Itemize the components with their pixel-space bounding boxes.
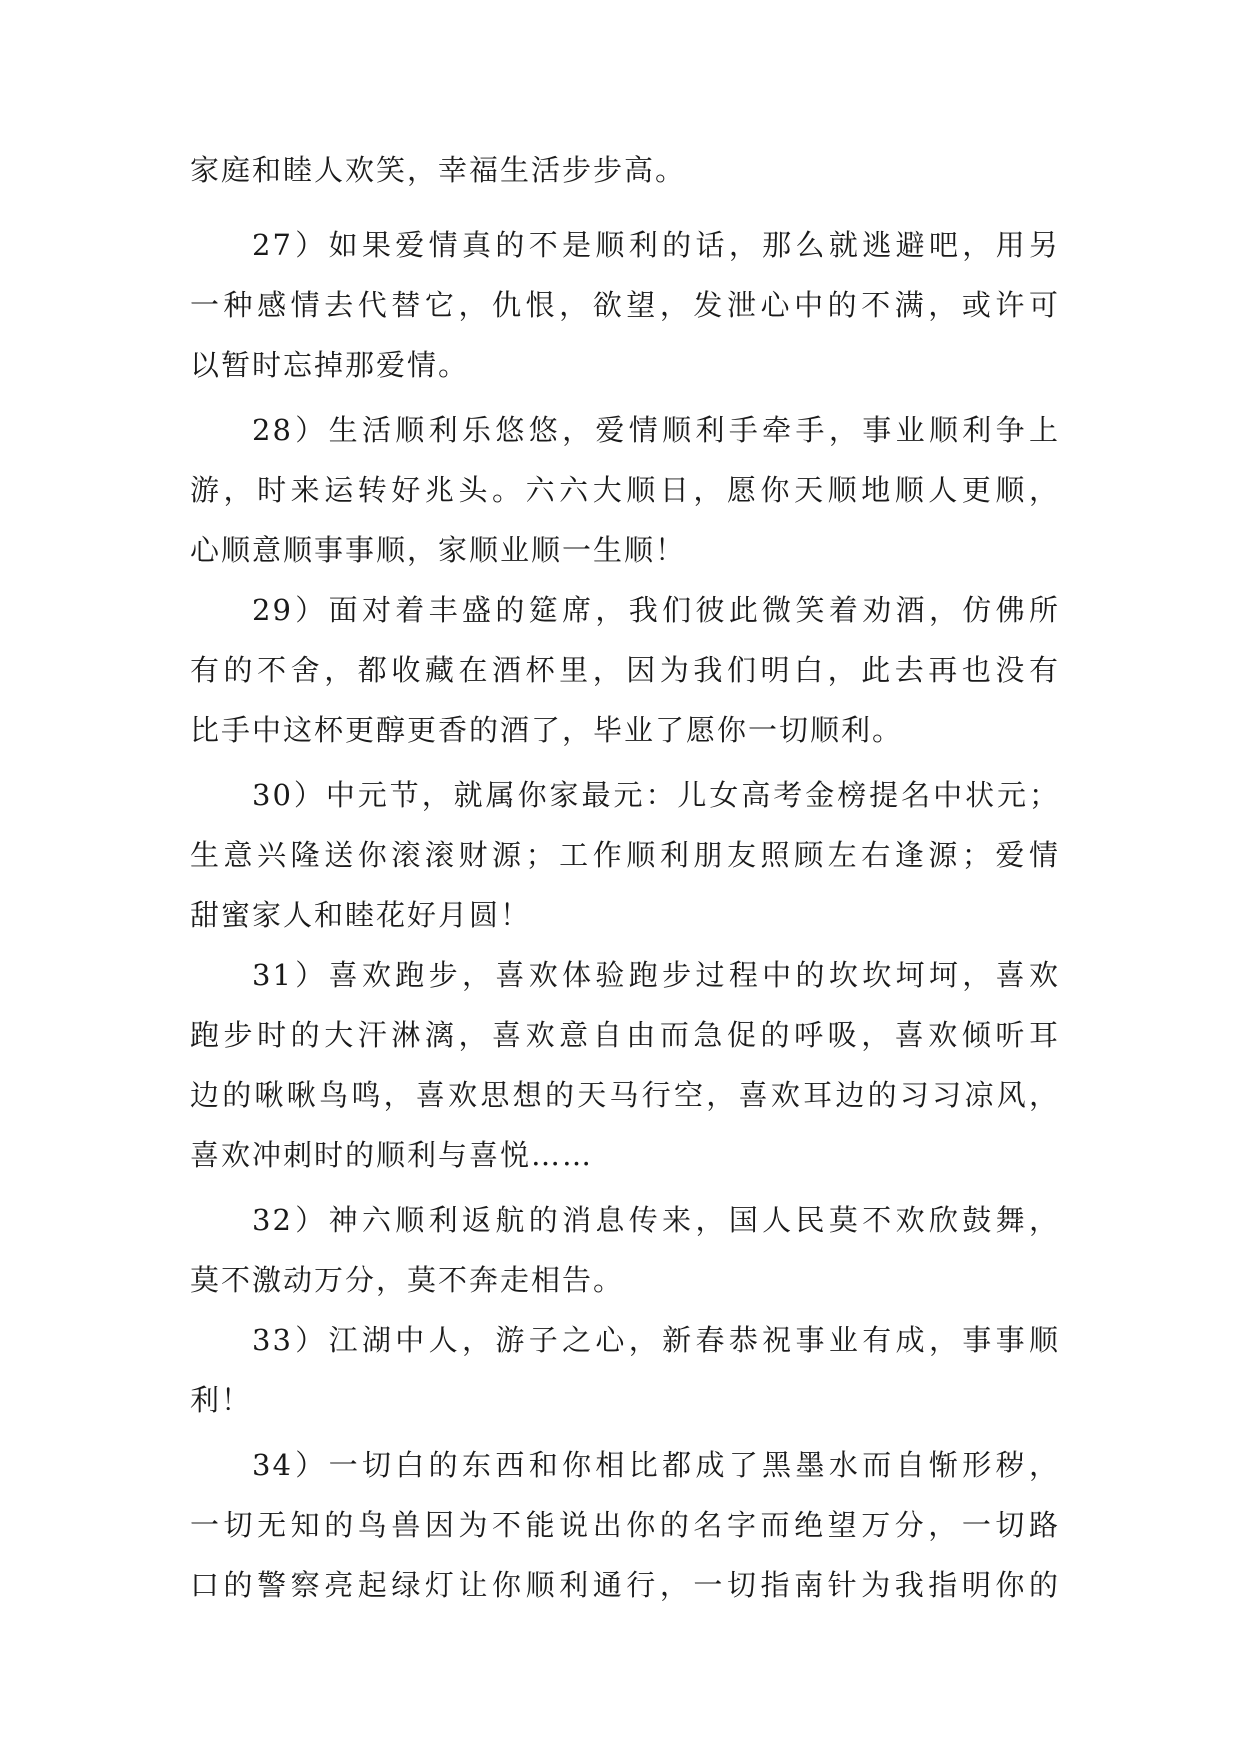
paragraph-33-line-2: 利！: [190, 1383, 253, 1417]
paragraph-30-line-3: 甜蜜家人和睦花好月圆！: [190, 898, 532, 932]
paragraph-29-line-2: 有的不舍，都收藏在酒杯里，因为我们明白，此去再也没有: [190, 653, 1060, 687]
paragraph-31-line-4: 喜欢冲刺时的顺利与喜悦……: [190, 1138, 594, 1172]
paragraph-31-line-1: 31）喜欢跑步，喜欢体验跑步过程中的坎坎坷坷，喜欢: [252, 958, 1060, 992]
paragraph-27-line-2: 一种感情去代替它，仇恨，欲望，发泄心中的不满，或许可: [190, 288, 1060, 322]
paragraph-27-line-1: 27）如果爱情真的不是顺利的话，那么就逃避吧，用另: [252, 228, 1060, 262]
paragraph-30-line-1: 30）中元节，就属你家最元：儿女高考金榜提名中状元；: [252, 778, 1060, 812]
paragraph-32-line-2: 莫不激动万分，莫不奔走相告。: [190, 1263, 625, 1297]
text-line: 家庭和睦人欢笑，幸福生活步步高。: [190, 153, 687, 187]
paragraph-30-line-2: 生意兴隆送你滚滚财源；工作顺利朋友照顾左右逢源；爱情: [190, 838, 1060, 872]
paragraph-28-line-2: 游，时来运转好兆头。六六大顺日，愿你天顺地顺人更顺，: [190, 473, 1060, 507]
paragraph-34-line-1: 34）一切白的东西和你相比都成了黑墨水而自惭形秽，: [252, 1448, 1060, 1482]
paragraph-29-line-3: 比手中这杯更醇更香的酒了，毕业了愿你一切顺利。: [190, 713, 904, 747]
paragraph-31-line-2: 跑步时的大汗淋漓，喜欢意自由而急促的呼吸，喜欢倾听耳: [190, 1018, 1060, 1052]
paragraph-33-line-1: 33）江湖中人，游子之心，新春恭祝事业有成，事事顺: [252, 1323, 1060, 1357]
paragraph-27-line-3: 以暂时忘掉那爱情。: [190, 348, 470, 382]
paragraph-34-line-2: 一切无知的鸟兽因为不能说出你的名字而绝望万分，一切路: [190, 1508, 1060, 1542]
paragraph-29-line-1: 29）面对着丰盛的筵席，我们彼此微笑着劝酒，仿佛所: [252, 593, 1060, 627]
paragraph-28-line-3: 心顺意顺事事顺，家顺业顺一生顺！: [190, 533, 687, 567]
paragraph-31-line-3: 边的啾啾鸟鸣，喜欢思想的天马行空，喜欢耳边的习习凉风，: [190, 1078, 1060, 1112]
paragraph-34-line-3: 口的警察亮起绿灯让你顺利通行，一切指南针为我指明你的: [190, 1568, 1060, 1602]
paragraph-28-line-1: 28）生活顺利乐悠悠，爱情顺利手牵手，事业顺利争上: [252, 413, 1060, 447]
paragraph-32-line-1: 32）神六顺利返航的消息传来，国人民莫不欢欣鼓舞，: [252, 1203, 1060, 1237]
